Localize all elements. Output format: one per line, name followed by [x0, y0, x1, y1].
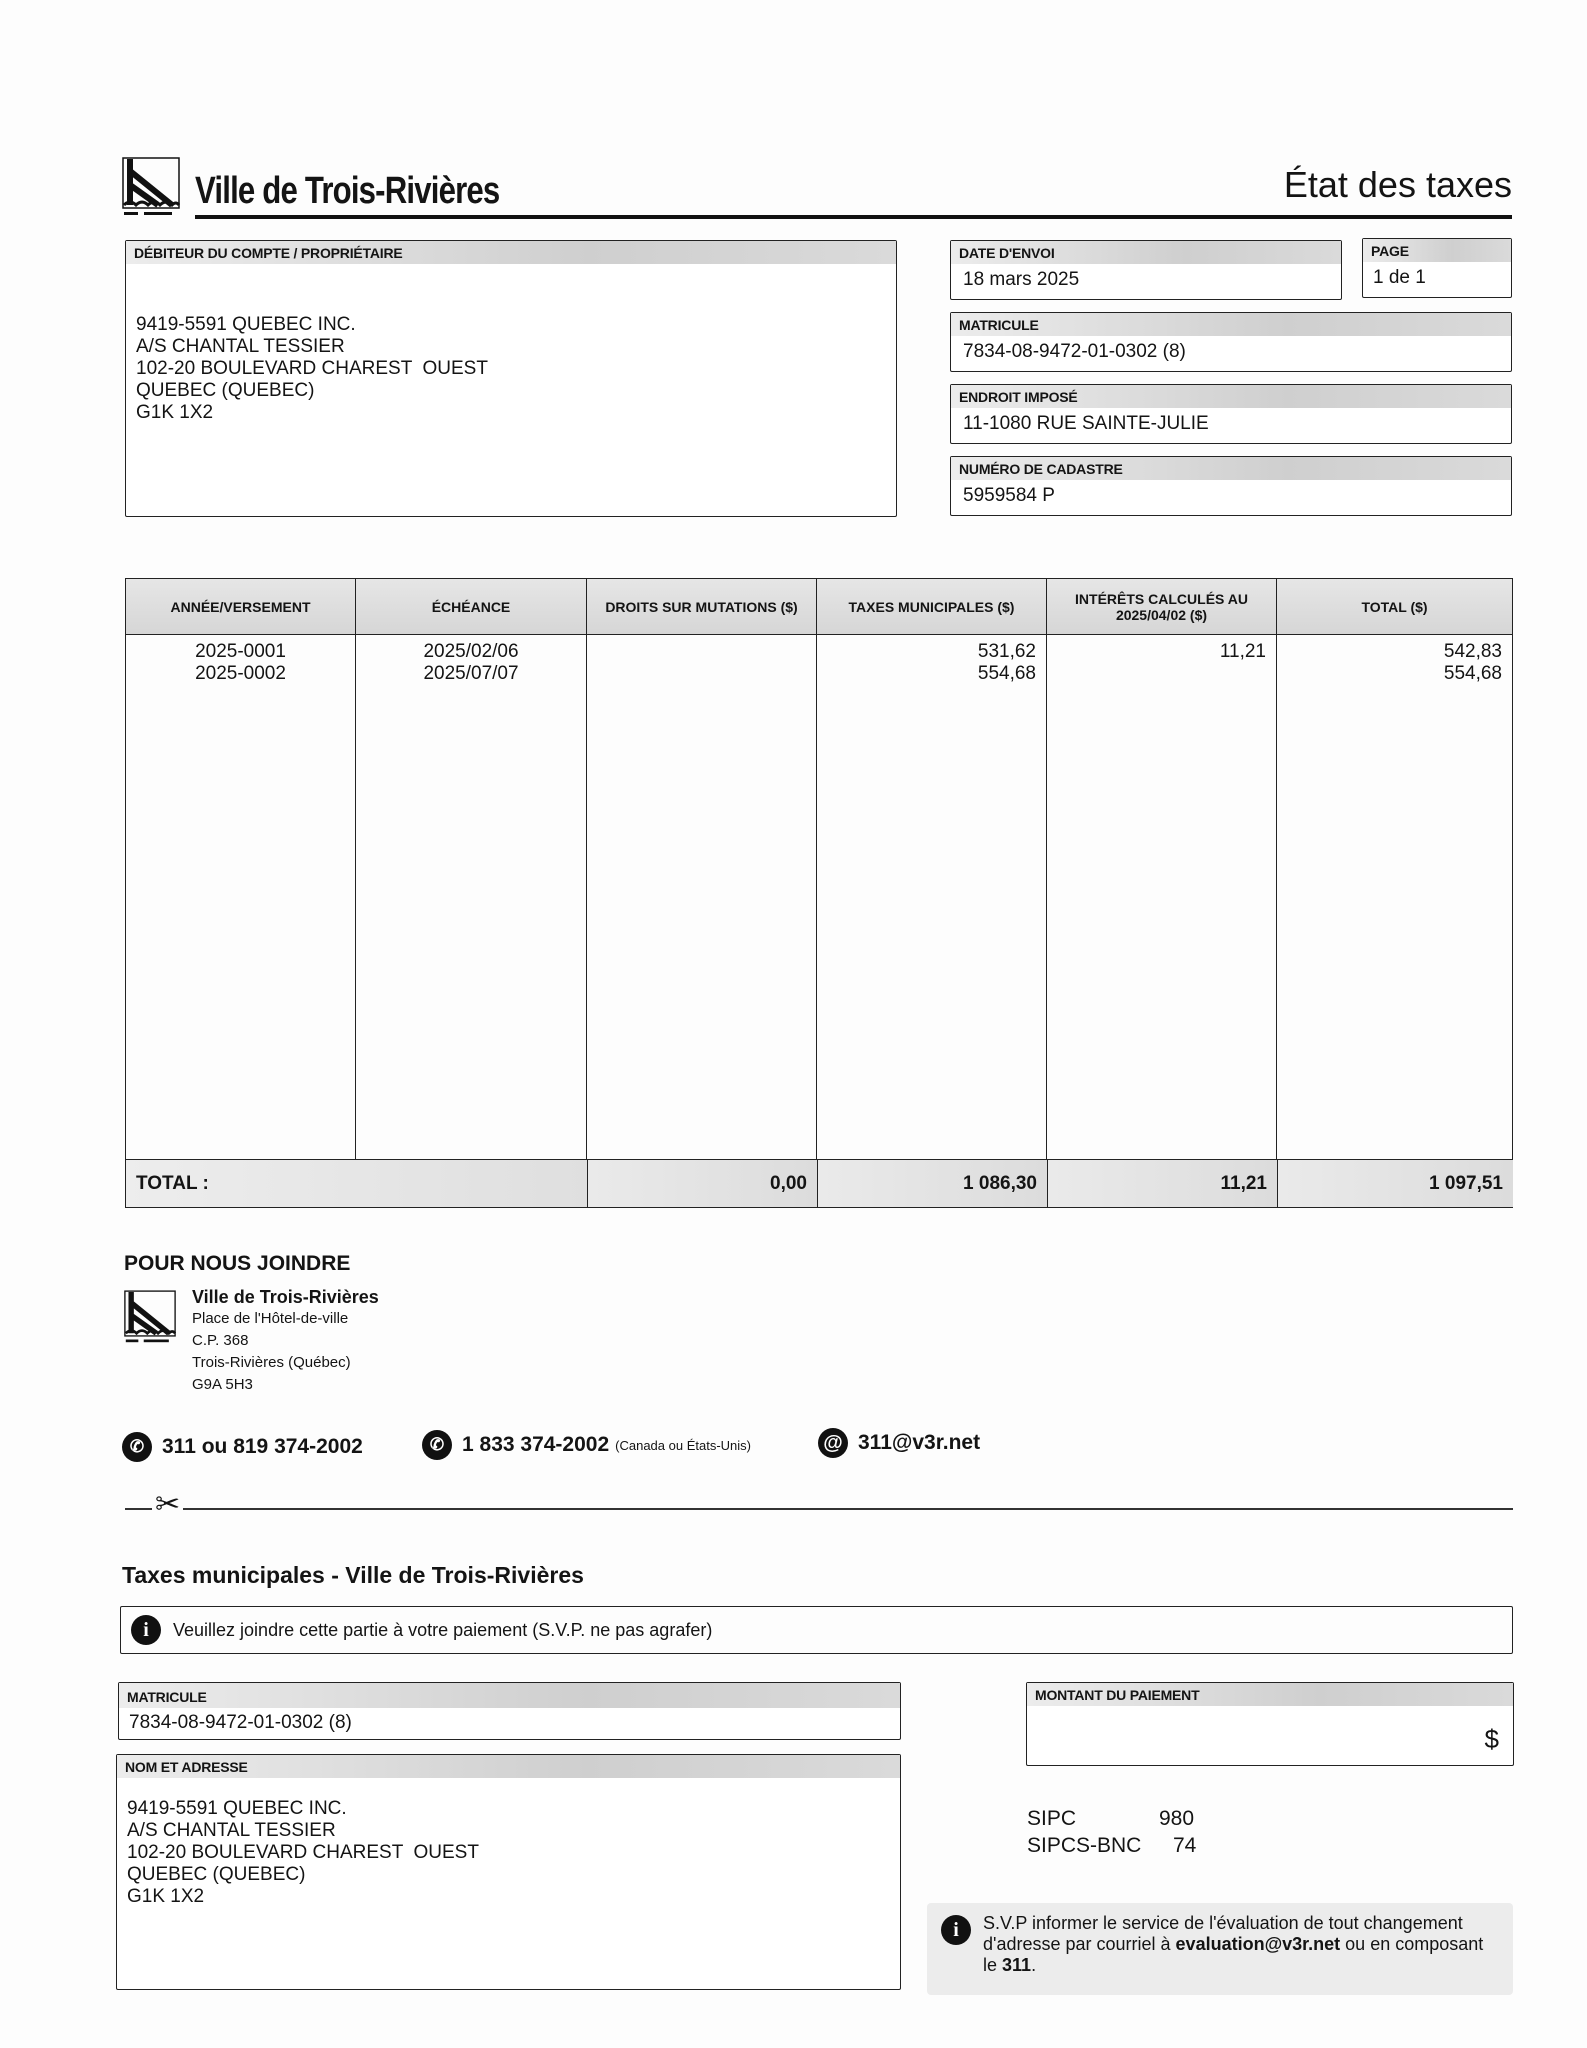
owner-address-line: QUEBEC (QUEBEC): [136, 380, 315, 401]
cell-total: 554,68: [1443, 663, 1502, 684]
column-header: DROITS SUR MUTATIONS ($): [587, 579, 816, 635]
payment-amount-label: MONTANT DU PAIEMENT: [1027, 1683, 1513, 1706]
date-envoi-label: DATE D'ENVOI: [951, 241, 1341, 264]
column-cells: [817, 641, 1046, 685]
column-cells: [356, 641, 586, 685]
contact-address-line: G9A 5H3: [192, 1376, 253, 1393]
owner-address-line: 102-20 BOULEVARD CHAREST OUEST: [136, 358, 488, 379]
sipc-code-row: [1027, 1805, 1196, 1832]
cell-interets: 11,21: [1219, 641, 1266, 662]
remittance-address-line: A/S CHANTAL TESSIER: [127, 1820, 336, 1841]
sipc-value: 980: [1159, 1807, 1195, 1830]
sipc-value: 74: [1173, 1834, 1197, 1857]
owner-address-line: 9419-5591 QUEBEC INC.: [136, 314, 356, 335]
email-text: 311@v3r.net: [858, 1431, 981, 1454]
endroit-impose-label: ENDROIT IMPOSÉ: [951, 385, 1511, 408]
phone-icon: ✆: [122, 1432, 152, 1462]
owner-box: [125, 240, 897, 517]
attach-notice: [120, 1606, 1513, 1654]
phone-tollfree-text: 1 833 374-2002: [462, 1433, 610, 1456]
city-logo-small-icon: [124, 1290, 176, 1346]
total-taxes-municipales: 1 086,30: [963, 1172, 1037, 1194]
address-change-text: [983, 1913, 1499, 1976]
at-sign-icon: @: [818, 1428, 848, 1458]
endroit-impose-value: 11-1080 RUE SAINTE-JULIE: [963, 413, 1209, 434]
page-label: PAGE: [1363, 239, 1511, 262]
column-total: [1277, 579, 1513, 1207]
document-title: État des taxes: [1283, 164, 1512, 205]
cell-annee-versement: 2025-0001: [195, 641, 286, 662]
column-taxes-municipales: [817, 579, 1047, 1207]
remittance-address-line: 102-20 BOULEVARD CHAREST OUEST: [127, 1842, 479, 1863]
owner-address-line: G1K 1X2: [136, 402, 214, 423]
owner-address: [126, 264, 896, 424]
sipc-code-row: [1027, 1832, 1196, 1859]
totals-droits-cell: [587, 1159, 817, 1207]
totals-grand-total-cell: [1277, 1159, 1513, 1207]
column-annee-versement: [126, 579, 356, 1207]
column-header: ÉCHÉANCE: [356, 579, 586, 635]
contact-address-line: Place de l'Hôtel-de-ville: [192, 1310, 349, 1327]
column-header: TAXES MUNICIPALES ($): [817, 579, 1046, 635]
cell-taxes-municipales: 531,62: [977, 641, 1036, 662]
grand-total: 1 097,51: [1429, 1172, 1503, 1194]
info-icon: i: [941, 1915, 971, 1945]
tip-phone: 311: [1002, 1955, 1032, 1975]
cell-echeance: 2025/02/06: [423, 641, 519, 662]
contact-address-line: C.P. 368: [192, 1332, 249, 1349]
remittance-matricule-value: 7834-08-9472-01-0302 (8): [129, 1712, 352, 1733]
info-icon: i: [131, 1615, 161, 1645]
cadastre-value: 5959584 P: [963, 485, 1055, 506]
column-header: TOTAL ($): [1277, 579, 1512, 635]
sipc-key: SIPCS-BNC: [1027, 1834, 1142, 1857]
contact-address-line: Trois-Rivières (Québec): [192, 1354, 351, 1371]
owner-address-line: A/S CHANTAL TESSIER: [136, 336, 345, 357]
payment-amount-currency: $: [1484, 1724, 1499, 1754]
column-cells: [1277, 641, 1512, 685]
city-name-heading: Ville de Trois-Rivières: [195, 170, 500, 212]
matricule-value: 7834-08-9472-01-0302 (8): [963, 341, 1186, 362]
remittance-address: [117, 1778, 900, 1908]
tip-text: S.V.P informer le service de l'évaluation de tout changement d'adresse par courriel à: [983, 1913, 1463, 1954]
contact-org-name: Ville de Trois-Rivières: [192, 1287, 379, 1307]
remittance-address-line: 9419-5591 QUEBEC INC.: [127, 1798, 347, 1819]
cell-annee-versement: 2025-0002: [195, 663, 286, 684]
totals-taxes-cell: [817, 1159, 1047, 1207]
column-header: INTÉRÊTS CALCULÉS AU 2025/04/02 ($): [1047, 579, 1276, 635]
name-address-label: NOM ET ADRESSE: [117, 1755, 900, 1778]
contact-address-block: [192, 1287, 379, 1396]
remittance-title: Taxes municipales - Ville de Trois-Rivières: [122, 1562, 584, 1588]
owner-box-label: DÉBITEUR DU COMPTE / PROPRIÉTAIRE: [126, 241, 896, 264]
matricule-label: MATRICULE: [951, 313, 1511, 336]
page-value: 1 de 1: [1373, 267, 1426, 288]
remittance-address-line: QUEBEC (QUEBEC): [127, 1864, 306, 1885]
remittance-matricule-label: MATRICULE: [119, 1683, 900, 1708]
remittance-name-address-box: [116, 1754, 901, 1990]
payment-amount-box[interactable]: [1026, 1682, 1514, 1766]
cell-total: 542,83: [1443, 641, 1502, 662]
date-envoi-box: [950, 240, 1342, 300]
phone-tollfree-note: (Canada ou États-Unis): [615, 1437, 751, 1453]
cell-taxes-municipales: 554,68: [977, 663, 1036, 684]
cadastre-label: NUMÉRO DE CADASTRE: [951, 457, 1511, 480]
scissors-icon: ✂: [152, 1490, 183, 1520]
total-interets: 11,21: [1220, 1172, 1267, 1194]
tip-text: ou en composant le: [983, 1934, 1484, 1975]
endroit-impose-box: [950, 384, 1512, 444]
totals-interets-cell: [1047, 1159, 1277, 1207]
totals-label-cell: [126, 1159, 587, 1207]
contact-phone-tollfree[interactable]: [422, 1430, 751, 1460]
date-envoi-value: 18 mars 2025: [963, 269, 1080, 290]
totals-label: TOTAL :: [136, 1172, 209, 1194]
cell-echeance: 2025/07/07: [423, 663, 519, 684]
column-header: ANNÉE/VERSEMENT: [126, 579, 355, 635]
sipc-codes: [1027, 1805, 1196, 1859]
remittance-matricule-box: [118, 1682, 901, 1740]
tip-email-link[interactable]: evaluation@v3r.net: [1175, 1934, 1341, 1954]
matricule-box: [950, 312, 1512, 372]
column-droits-mutations: [587, 579, 817, 1207]
header-divider: [195, 215, 1512, 219]
page-box: [1362, 238, 1512, 298]
address-change-tip: [927, 1903, 1513, 1995]
column-cells: [126, 641, 355, 685]
total-droits-mutations: 0,00: [770, 1172, 807, 1194]
tax-table: [125, 578, 1513, 1208]
tip-text: .: [1031, 1955, 1037, 1975]
cut-line: [125, 1508, 1513, 1510]
phone-local-text: 311 ou 819 374-2002: [162, 1435, 363, 1458]
contact-heading: POUR NOUS JOINDRE: [124, 1252, 351, 1275]
cadastre-box: [950, 456, 1512, 516]
contact-email[interactable]: [818, 1428, 980, 1458]
remittance-address-line: G1K 1X2: [127, 1886, 205, 1907]
phone-icon: ✆: [422, 1430, 452, 1460]
attach-notice-text: Veuillez joindre cette partie à votre paiement (S.V.P. ne pas agrafer): [173, 1619, 713, 1640]
column-interets: [1047, 579, 1277, 1207]
column-echeance: [356, 579, 587, 1207]
contact-phone-local[interactable]: [122, 1432, 363, 1462]
city-logo-icon: [122, 157, 180, 219]
sipc-key: SIPC: [1027, 1807, 1077, 1830]
column-cells: [1047, 641, 1276, 663]
